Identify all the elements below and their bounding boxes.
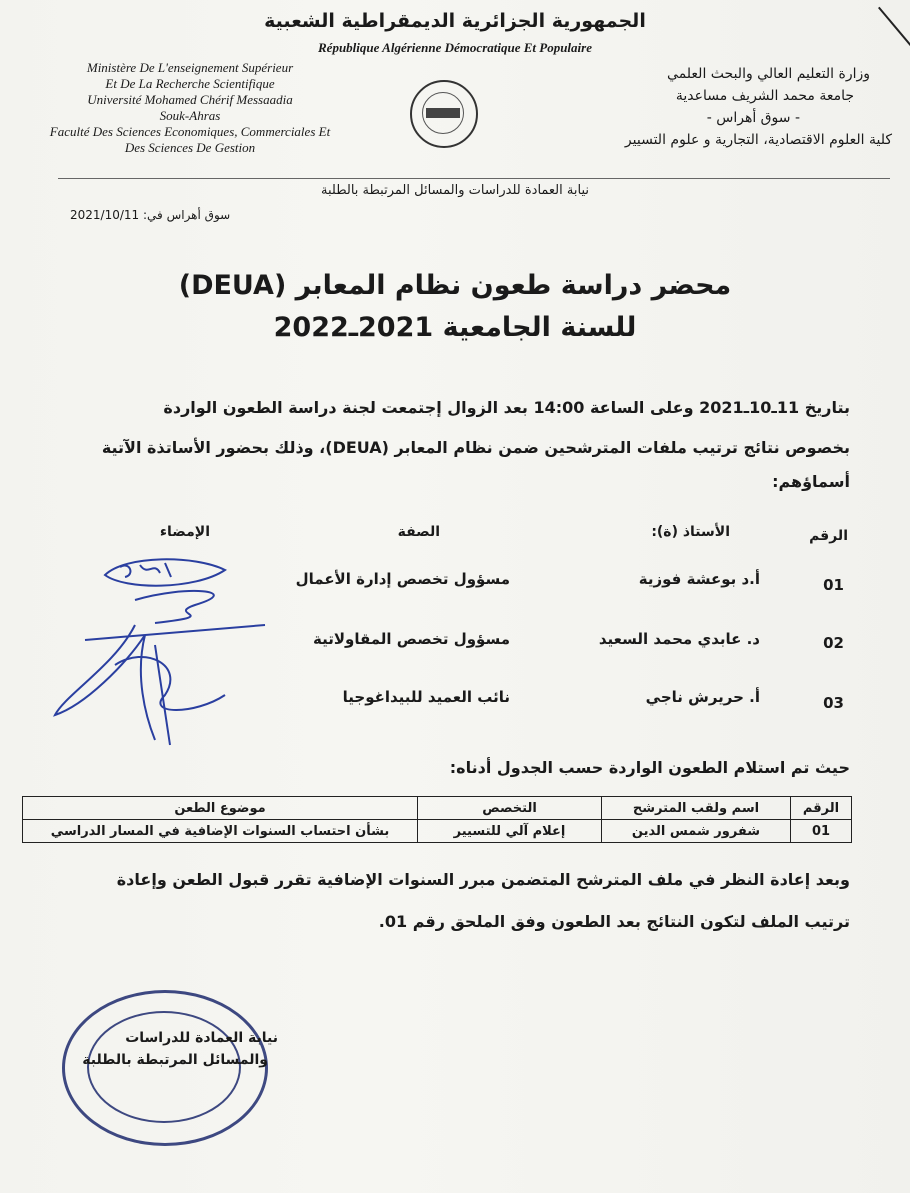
document-date: سوق أهراس في: 2021/10/11 bbox=[70, 208, 231, 222]
col-header-signature: الإمضاء bbox=[159, 524, 210, 540]
committee-row-prof: د. عابدي محمد السعيد bbox=[598, 630, 760, 648]
table-header-spec: التخصص bbox=[418, 797, 602, 820]
signoff-line: نيابة العمادة للدراسات bbox=[125, 1030, 278, 1046]
header-fr-line: Ministère De L'enseignement Supérieur bbox=[86, 60, 294, 75]
header-fr-line: Des Sciences De Gestion bbox=[124, 140, 256, 155]
table-header-name: اسم ولقب المترشح bbox=[602, 797, 791, 820]
intro-line: بخصوص نتائج ترتيب ملفات المترشحين ضمن نظام المعابر (DEUA)، وذلك بحضور الأساتذة الآتية bbox=[101, 438, 850, 457]
committee-row-role: مسؤول تخصص إدارة الأعمال bbox=[295, 570, 510, 588]
committee-row-num: 03 bbox=[823, 694, 844, 712]
header-fr-line: Souk-Ahras bbox=[159, 108, 221, 123]
handwritten-signatures bbox=[45, 545, 295, 755]
intro-line: بتاريخ 11ـ10ـ2021 وعلى الساعة 14:00 بعد الزوال إجتمعت لجنة دراسة الطعون الواردة bbox=[163, 398, 850, 417]
committee-row-prof: أ. حريرش ناجي bbox=[645, 688, 760, 706]
header-divider bbox=[58, 178, 890, 179]
department-name: نيابة العمادة للدراسات والمسائل المرتبطة بالطلبة bbox=[321, 183, 589, 198]
conclusion-line: ترتيب الملف لتكون النتائج بعد الطعون وفق الملحق رقم 01. bbox=[378, 912, 850, 931]
header-fr-line: Et De La Recherche Scientifique bbox=[105, 76, 275, 91]
committee-row-num: 01 bbox=[823, 576, 844, 594]
header-arabic-republic: الجمهورية الجزائرية الديمقراطية الشعبية bbox=[264, 10, 646, 32]
official-stamp bbox=[62, 990, 268, 1146]
header-ar-line: كلية العلوم الاقتصادية، التجارية و علوم التسيير bbox=[624, 132, 892, 148]
header-ar-line: جامعة محمد الشريف مساعدية bbox=[675, 88, 854, 104]
appeals-table bbox=[22, 796, 852, 843]
document-title: محضر دراسة طعون نظام المعابر (DEUA) bbox=[178, 270, 732, 301]
header-ar-line: وزارة التعليم العالي والبحث العلمي bbox=[667, 66, 870, 82]
header-ar-line: - سوق أهراس - bbox=[706, 110, 800, 126]
committee-row-num: 02 bbox=[823, 634, 844, 652]
appeals-intro: حيث تم استلام الطعون الواردة حسب الجدول أدناه: bbox=[449, 758, 850, 777]
col-header-num: الرقم bbox=[809, 528, 848, 544]
table-header-subject: موضوع الطعن bbox=[23, 797, 418, 820]
intro-line: أسماؤهم: bbox=[772, 472, 850, 491]
committee-row-prof: أ.د بوعشة فوزية bbox=[638, 570, 760, 588]
committee-row-role: نائب العميد للبيداغوجيا bbox=[342, 688, 510, 706]
conclusion-line: وبعد إعادة النظر في ملف المترشح المتضمن مبرر السنوات الإضافية تقرر قبول الطعن وإعادة bbox=[116, 870, 850, 889]
header-fr-line: Université Mohamed Chérif Messaadia bbox=[87, 92, 293, 107]
header-fr-line: Faculté Des Sciences Economiques, Commerciales Et bbox=[49, 124, 331, 139]
table-cell-num: 01 bbox=[791, 820, 852, 843]
col-header-prof: الأستاذ (ة): bbox=[651, 524, 730, 540]
committee-row-role: مسؤول تخصص المقاولاتية bbox=[312, 630, 510, 648]
table-cell-spec: إعلام آلي للتسيير bbox=[418, 820, 602, 843]
table-cell-subject: بشأن احتساب السنوات الإضافية في المسار الدراسي bbox=[23, 820, 418, 843]
table-row bbox=[23, 820, 852, 843]
signoff-line: والمسائل المرتبطة بالطلبة bbox=[82, 1052, 268, 1068]
col-header-role: الصفة bbox=[397, 524, 440, 540]
document-subtitle: للسنة الجامعية 2021ـ2022 bbox=[273, 312, 637, 343]
table-cell-name: شفرور شمس الدين bbox=[602, 820, 791, 843]
table-header-num: الرقم bbox=[791, 797, 852, 820]
header-french-republic: République Algérienne Démocratique Et Populaire bbox=[318, 40, 592, 55]
table-header-row bbox=[23, 797, 852, 820]
